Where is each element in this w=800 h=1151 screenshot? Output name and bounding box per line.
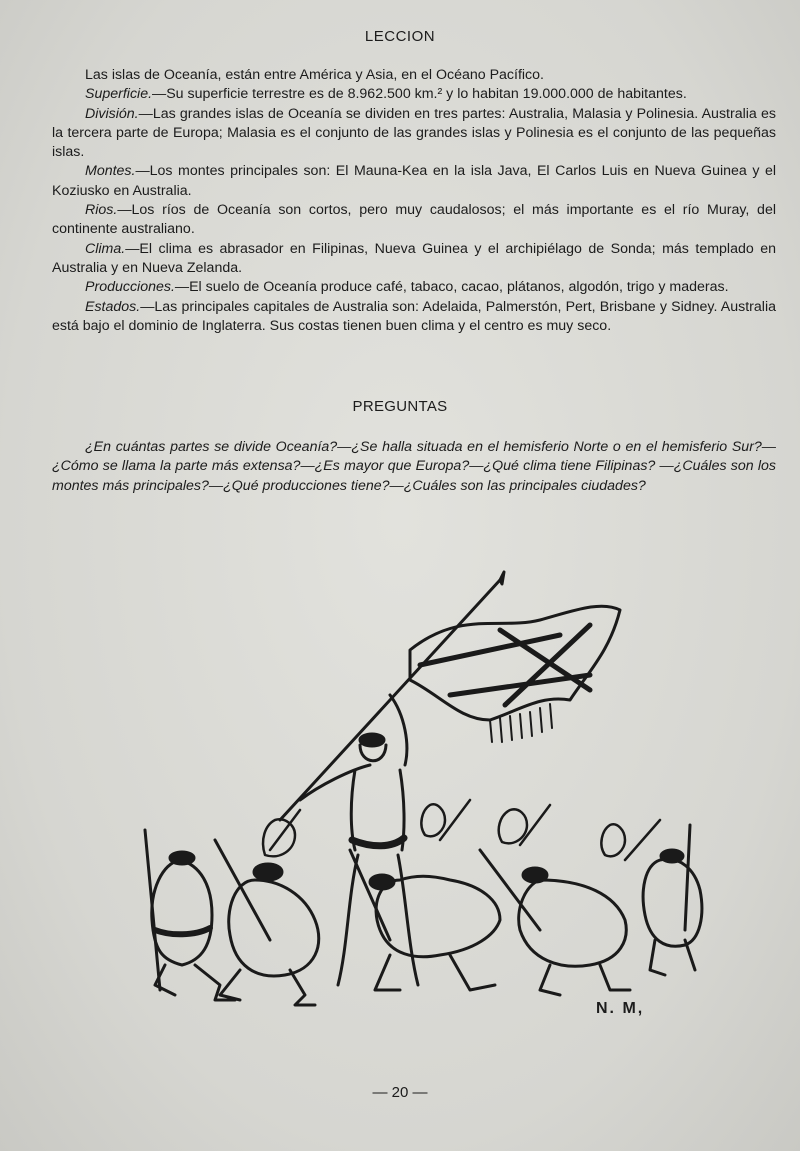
section-producciones xyxy=(52,278,776,297)
section-heading: División. xyxy=(85,105,139,122)
section-heading: Estados. xyxy=(85,298,141,315)
questions-body xyxy=(52,438,776,496)
section-clima xyxy=(52,240,776,279)
section-superficie xyxy=(52,85,776,104)
section-text: —Los montes principales son: El Mauna-Kea en la isla Java, El Carlos Luis en Nueva Guinea y el Koziusko en Australia. xyxy=(52,163,776,199)
section-heading: Rios. xyxy=(85,202,118,219)
section-heading: Producciones. xyxy=(85,279,175,296)
page-number: — 20 — xyxy=(372,1084,428,1101)
section-text: —El suelo de Oceanía produce café, tabaco, cacao, plátanos, algodón, trigo y maderas. xyxy=(174,279,729,296)
lesson-title: LECCION xyxy=(364,28,436,45)
questions-text: ¿En cuántas partes se divide Oceanía?—¿Se halla situada en el hemisferio Norte o en el hemisferio Sur?—¿Cómo se llama la parte más extensa?—¿Es mayor que Europa?—¿Qué clima tiene Filipinas? —¿Cuáles son los montes más principales?—¿Qué producciones tiene?—¿Cuáles son las principales ciudades? xyxy=(52,439,776,494)
section-text: —Su superficie terrestre es de 8.962.500 km.² y lo habitan 19.000.000 de habitantes. xyxy=(152,86,687,103)
illustration-signature: N. M, xyxy=(596,1000,645,1017)
questions-title: PREGUNTAS xyxy=(352,398,448,415)
section-heading: Superficie. xyxy=(85,86,153,103)
lesson-body xyxy=(52,66,776,336)
section-heading: Clima. xyxy=(85,240,126,257)
section-montes xyxy=(52,162,776,201)
section-heading: Montes. xyxy=(85,163,136,180)
section-text: —El clima es abrasador en Filipinas, Nueva Guinea y el archipiélago de Sonda; más templado en Australia y en Nueva Zelanda. xyxy=(52,240,776,276)
section-text: —Las principales capitales de Australia son: Adelaida, Palmerstón, Pert, Brisbane y Sidney. Australia está bajo el dominio de Inglaterra. Sus costas tienen buen clima y el centro es muy seco. xyxy=(52,298,776,334)
section-text: —Las grandes islas de Oceanía se dividen en tres partes: Australia, Malasia y Polinesia. Australia es la tercera parte de Europa; Malasia es el conjunto de las grandes islas y Polinesia es el conjunto de las pequeñas islas. xyxy=(52,105,776,161)
lesson-intro: Las islas de Oceanía, están entre América y Asia, en el Océano Pacífico. xyxy=(85,67,544,83)
section-division xyxy=(52,105,776,163)
soldiers-with-flag-drawing xyxy=(120,570,720,1020)
section-text: —Los ríos de Oceanía son cortos, pero muy caudalosos; el más importante es el río Muray, del continente australiano. xyxy=(52,202,776,238)
section-rios xyxy=(52,201,776,240)
section-estados xyxy=(52,298,776,337)
